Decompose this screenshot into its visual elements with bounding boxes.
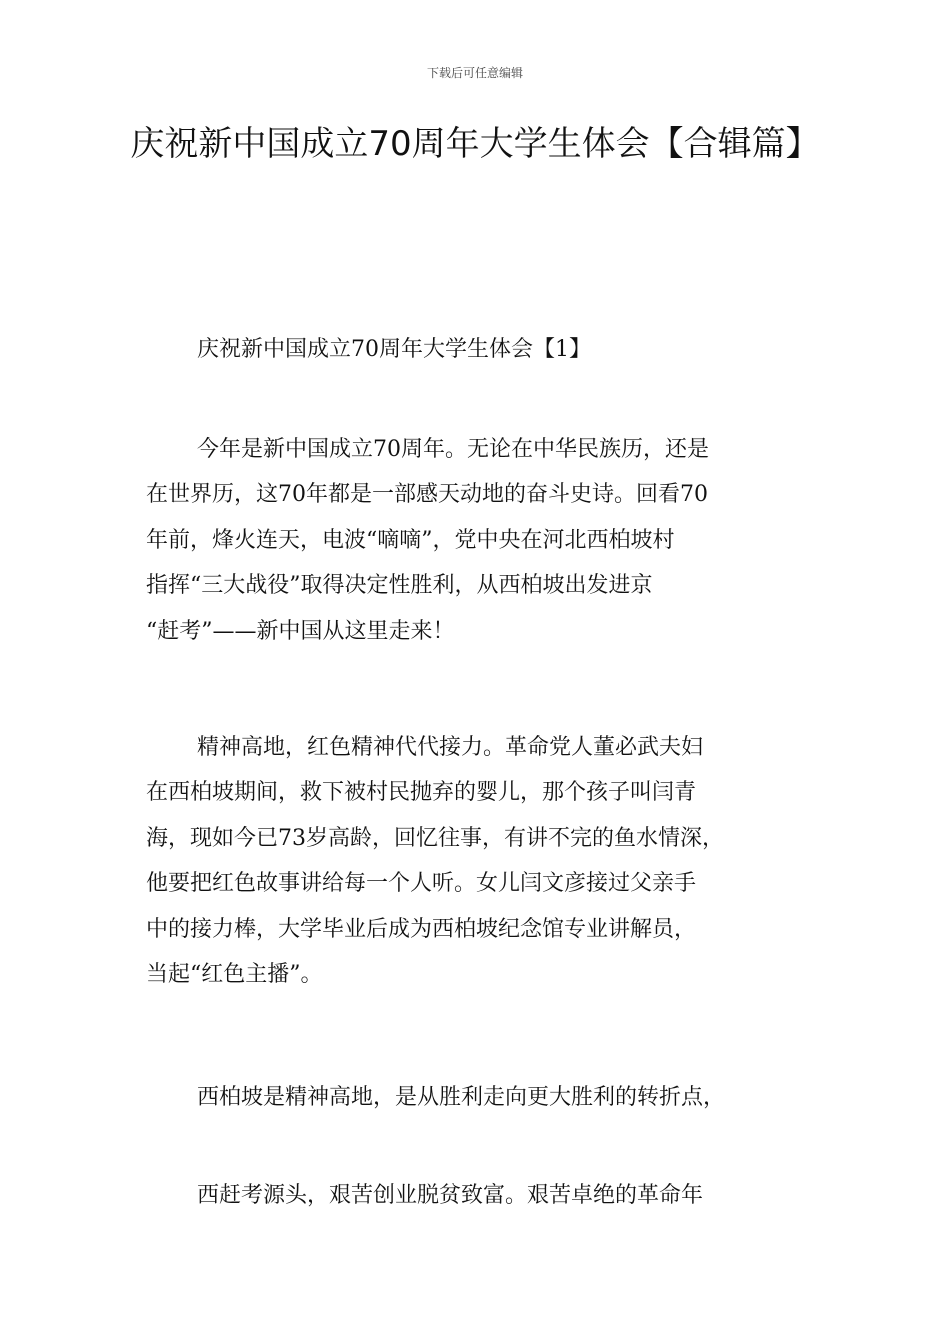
paragraph-line: 年前，烽火连天，电波“嘀嘀”，党中央在河北西柏坡村: [146, 527, 675, 553]
paragraph-line: 西赶考源头，艰苦创业脱贫致富。艰苦卓绝的革命年: [197, 1183, 704, 1208]
paragraph-line: 指挥“三大战役”取得决定性胜利，从西柏坡出发进京: [146, 573, 653, 599]
section-heading: 庆祝新中国成立70周年大学生体会【1】: [197, 337, 591, 362]
paragraph-line: 在西柏坡期间，救下被村民抛弃的婴儿，那个孩子叫闫青: [146, 780, 697, 806]
paragraph-line: 当起“红色主播”。: [146, 961, 323, 987]
document-title: 庆祝新中国成立70周年大学生体会【合辑篇】: [130, 124, 820, 164]
header-note: 下载后可任意编辑: [426, 66, 523, 80]
paragraph-line: 今年是新中国成立70周年。无论在中华民族历，还是: [197, 437, 709, 462]
paragraph-4: [146, 1173, 806, 1218]
paragraph-3: [146, 1075, 806, 1120]
paragraph-line: 中的接力棒，大学毕业后成为西柏坡纪念馆专业讲解员，: [146, 916, 697, 942]
paragraph-line: 西柏坡是精神高地，是从胜利走向更大胜利的转折点，: [197, 1085, 726, 1110]
paragraph-line: 在世界历，这70年都是一部感天动地的奋斗史诗。回看70: [146, 482, 708, 508]
paragraph-1: [146, 427, 806, 654]
paragraph-2: [146, 725, 806, 997]
paragraph-line: 海，现如今已73岁高龄，回忆往事，有讲不完的鱼水情深，: [146, 825, 724, 851]
paragraph-line: “赶考”——新中国从这里走来！: [146, 618, 455, 644]
paragraph-line: 精神高地，红色精神代代接力。革命党人董必武夫妇: [197, 735, 704, 760]
paragraph-line: 他要把红色故事讲给每一个人听。女儿闫文彦接过父亲手: [146, 871, 697, 897]
